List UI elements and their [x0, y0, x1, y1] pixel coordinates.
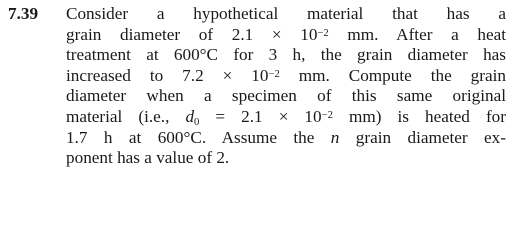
- problem-text: [8, 4, 507, 169]
- problem-line-1: 7.39 Consider a hypothetical material that has a: [8, 4, 506, 23]
- problem-line-7: 1.7 h at 600°C. Assume the n grain diameter ex-: [66, 127, 507, 147]
- problem-line-8: ponent has a value of 2.: [66, 148, 230, 168]
- problem-line-6: material (i.e., $d_0 = 2.1 \times 10^{-2}$ mm) is heated for: [66, 106, 506, 128]
- problem-line-4: increased to $7.2 \times 10^{-2}$ mm. Compute the grain: [66, 65, 506, 85]
- variable-d: d: [185, 106, 195, 126]
- problem-line-3: treatment at 600°C for 3 h, the grain diameter has: [66, 45, 506, 65]
- problem-line-2: grain diameter of $2.1 \times 10^{-2}$ mm. After a heat: [66, 24, 507, 44]
- problem-number: 7.39: [8, 4, 39, 23]
- problem-line-5: diameter when a specimen of this same original: [66, 86, 506, 106]
